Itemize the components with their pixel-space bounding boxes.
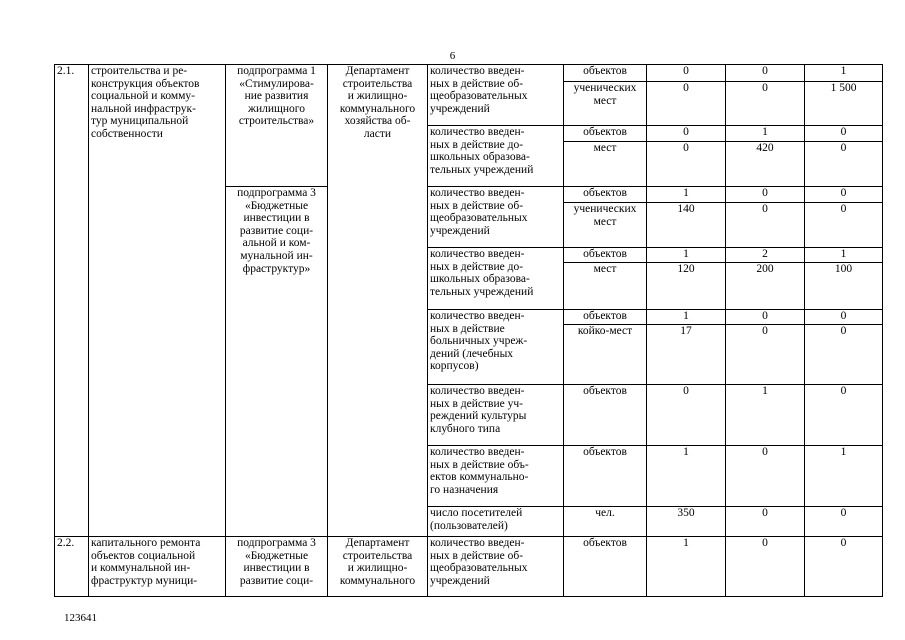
- value-cell: 0: [805, 203, 883, 248]
- indicator-name: количество введен- ных в действие об- щеобразовательных учреждений: [428, 65, 564, 126]
- value-cell: 420: [726, 142, 805, 187]
- value-cell: 1: [805, 446, 883, 507]
- value-cell: 1: [647, 537, 726, 597]
- value-cell: 0: [805, 126, 883, 142]
- page-number: 6: [449, 50, 456, 62]
- value-cell: 0: [726, 310, 805, 325]
- value-cell: 0: [726, 82, 805, 126]
- value-cell: 0: [805, 537, 883, 597]
- indicator-name: количество введен- ных в действие об- щеобразовательных учреждений: [428, 537, 564, 597]
- unit-cell: объектов: [564, 537, 647, 597]
- unit-cell: объектов: [564, 65, 647, 82]
- unit-cell: мест: [564, 263, 647, 310]
- value-cell: 0: [805, 142, 883, 187]
- executor-name: Департамент строительства и жилищно- коммунального хозяйства об- ласти: [328, 65, 428, 537]
- document-code: 123641: [64, 612, 97, 624]
- value-cell: 0: [726, 325, 805, 385]
- indicator-name: количество введен- ных в действие больничных учреж- дений (лечебных корпусов): [428, 310, 564, 385]
- value-cell: 140: [647, 203, 726, 248]
- value-cell: 0: [726, 203, 805, 248]
- value-cell: 0: [805, 187, 883, 203]
- value-cell: 1: [647, 310, 726, 325]
- unit-cell: мест: [564, 142, 647, 187]
- unit-cell: объектов: [564, 187, 647, 203]
- value-cell: 0: [726, 507, 805, 537]
- value-cell: 0: [647, 142, 726, 187]
- indicator-name: количество введен- ных в действие об- щеобразовательных учреждений: [428, 187, 564, 248]
- unit-cell: объектов: [564, 385, 647, 446]
- value-cell: 0: [647, 126, 726, 142]
- value-cell: 1 500: [805, 82, 883, 126]
- unit-cell: койко-мест: [564, 325, 647, 385]
- value-cell: 0: [805, 325, 883, 385]
- indicator-name: количество введен- ных в действие уч- реждений культуры клубного типа: [428, 385, 564, 446]
- unit-cell: объектов: [564, 446, 647, 507]
- subprogram-name: подпрограмма 1 «Стимулирова- ние развития жилищного строительства»: [226, 65, 328, 187]
- value-cell: 1: [647, 187, 726, 203]
- unit-cell: ученических мест: [564, 203, 647, 248]
- executor-name: Департамент строительства и жилищно- коммунального: [328, 537, 428, 597]
- value-cell: 0: [726, 537, 805, 597]
- value-cell: 200: [726, 263, 805, 310]
- value-cell: 0: [647, 82, 726, 126]
- value-cell: 1: [726, 126, 805, 142]
- activity-name: капитального ремонта объектов социальной и коммунальной ин- фраструктур муници-: [89, 537, 226, 597]
- indicators-table: [54, 64, 883, 597]
- value-cell: 0: [726, 187, 805, 203]
- value-cell: 1: [647, 248, 726, 263]
- unit-cell: чел.: [564, 507, 647, 537]
- indicator-name: количество введен- ных в действие до- школьных образова- тельных учреждений: [428, 126, 564, 187]
- row-number: 2.1.: [55, 65, 89, 537]
- value-cell: 0: [726, 446, 805, 507]
- subprogram-name: подпрограмма 3 «Бюджетные инвестиции в развитие соци- альной и ком- мунальной ин- фраструктур»: [226, 187, 328, 537]
- value-cell: 0: [726, 65, 805, 82]
- activity-name: строительства и ре- конструкция объектов социальной и комму- нальной инфраструк- тур муниципальной собственности: [89, 65, 226, 537]
- indicator-name: количество введен- ных в действие объ- ектов коммунально- го назначения: [428, 446, 564, 507]
- value-cell: 100: [805, 263, 883, 310]
- value-cell: 0: [647, 65, 726, 82]
- value-cell: 350: [647, 507, 726, 537]
- unit-cell: объектов: [564, 248, 647, 263]
- value-cell: 0: [805, 507, 883, 537]
- value-cell: 17: [647, 325, 726, 385]
- value-cell: 120: [647, 263, 726, 310]
- indicator-name: количество введен- ных в действие до- школьных образова- тельных учреждений: [428, 248, 564, 310]
- value-cell: 1: [647, 446, 726, 507]
- row-number: 2.2.: [55, 537, 89, 597]
- indicator-name: число посетителей (пользователей): [428, 507, 564, 537]
- value-cell: 0: [805, 385, 883, 446]
- value-cell: 1: [805, 248, 883, 263]
- value-cell: 0: [647, 385, 726, 446]
- unit-cell: ученических мест: [564, 82, 647, 126]
- value-cell: 1: [726, 385, 805, 446]
- unit-cell: объектов: [564, 310, 647, 325]
- unit-cell: объектов: [564, 126, 647, 142]
- value-cell: 1: [805, 65, 883, 82]
- subprogram-name: подпрограмма 3 «Бюджетные инвестиции в развитие соци-: [226, 537, 328, 597]
- value-cell: 2: [726, 248, 805, 263]
- value-cell: 0: [805, 310, 883, 325]
